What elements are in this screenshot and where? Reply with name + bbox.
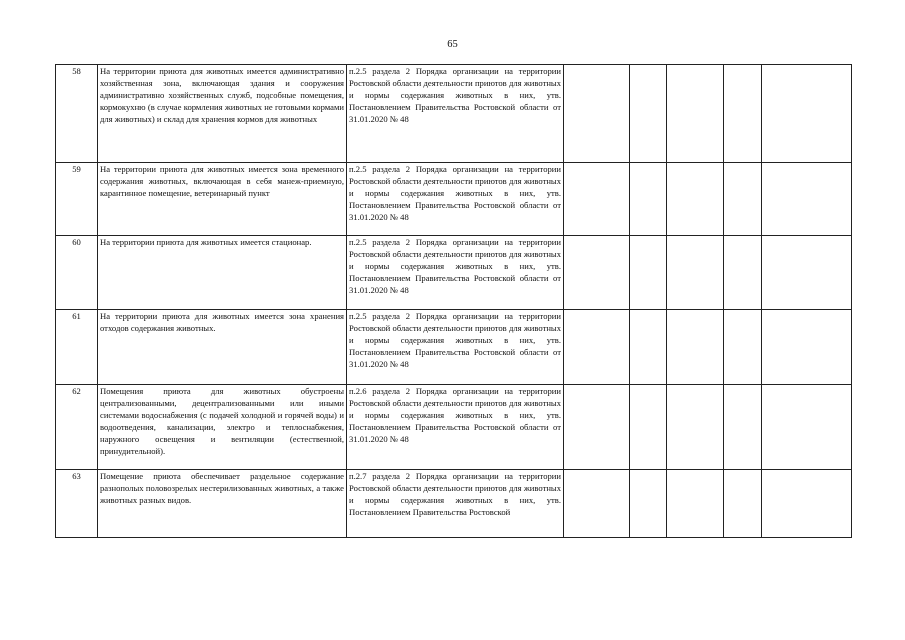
- empty-cell: [564, 163, 630, 236]
- empty-cell: [762, 65, 852, 163]
- empty-cell: [630, 385, 667, 470]
- requirement-text: На территории приюта для животных имеется зона временного содержания животных, включающая в себя манеж-приемную, карантинное помещение, ветеринарный пункт: [98, 163, 347, 236]
- requirement-text: На территории приюта для животных имеется административно хозяйственная зона, включающая здания и сооружения административно хозяйственных служб, подсобные помещения, кормокухню (в случае кормления животных не готовыми кормами для животных) и склад для хранения кормов для животных: [98, 65, 347, 163]
- empty-cell: [762, 236, 852, 310]
- table-row: [56, 385, 852, 470]
- row-number: 58: [56, 65, 98, 163]
- empty-cell: [724, 470, 762, 538]
- empty-cell: [667, 236, 724, 310]
- requirement-text: Помещения приюта для животных обустроены централизованными, децентрализованными или иными системами водоснабжения (с подачей холодной и горячей воды) и водоотведения, канализации, электро и теплоснабжения, наружного освещения и вентиляции (естественной, принудительной).: [98, 385, 347, 470]
- row-number: 61: [56, 310, 98, 385]
- empty-cell: [564, 385, 630, 470]
- row-number: 62: [56, 385, 98, 470]
- legal-reference: п.2.5 раздела 2 Порядка организации на территории Ростовской области деятельности приютов для животных и нормы содержания животных в них, утв. Постановлением Правительства Ростовской области от 31.01.2020 № 48: [347, 163, 564, 236]
- empty-cell: [724, 65, 762, 163]
- row-number: 59: [56, 163, 98, 236]
- empty-cell: [630, 65, 667, 163]
- empty-cell: [564, 236, 630, 310]
- page-number: 65: [447, 39, 458, 50]
- empty-cell: [724, 310, 762, 385]
- legal-reference: п.2.5 раздела 2 Порядка организации на территории Ростовской области деятельности приютов для животных и нормы содержания животных в них, утв. Постановлением Правительства Ростовской области от 31.01.2020 № 48: [347, 236, 564, 310]
- legal-reference: п.2.5 раздела 2 Порядка организации на территории Ростовской области деятельности приютов для животных и нормы содержания животных в них, утв. Постановлением Правительства Ростовской области от 31.01.2020 № 48: [347, 310, 564, 385]
- empty-cell: [762, 385, 852, 470]
- empty-cell: [564, 310, 630, 385]
- empty-cell: [630, 236, 667, 310]
- empty-cell: [762, 163, 852, 236]
- requirement-text: На территории приюта для животных имеется зона хранения отходов содержания животных.: [98, 310, 347, 385]
- requirement-text: На территории приюта для животных имеется стационар.: [98, 236, 347, 310]
- empty-cell: [762, 470, 852, 538]
- legal-reference: п.2.7 раздела 2 Порядка организации на территории Ростовской области деятельности приютов для животных и нормы содержания животных в них, утв. Постановлением Правительства Ростовской: [347, 470, 564, 538]
- empty-cell: [630, 163, 667, 236]
- empty-cell: [667, 163, 724, 236]
- table-row: [56, 163, 852, 236]
- empty-cell: [724, 385, 762, 470]
- empty-cell: [630, 310, 667, 385]
- table-row: [56, 310, 852, 385]
- table-row: [56, 470, 852, 538]
- empty-cell: [667, 470, 724, 538]
- requirement-text: Помещение приюта обеспечивает раздельное содержание разнополых половозрелых нестерилизованных животных, а также животных разных видов.: [98, 470, 347, 538]
- legal-reference: п.2.6 раздела 2 Порядка организации на территории Ростовской области деятельности приютов для животных и нормы содержания животных в них, утв. Постановлением Правительства Ростовской области от 31.01.2020 № 48: [347, 385, 564, 470]
- legal-reference: п.2.5 раздела 2 Порядка организации на территории Ростовской области деятельности приютов для животных и нормы содержания животных в них, утв. Постановлением Правительства Ростовской области от 31.01.2020 № 48: [347, 65, 564, 163]
- empty-cell: [724, 236, 762, 310]
- empty-cell: [724, 163, 762, 236]
- empty-cell: [564, 470, 630, 538]
- empty-cell: [667, 65, 724, 163]
- empty-cell: [630, 470, 667, 538]
- row-number: 63: [56, 470, 98, 538]
- empty-cell: [667, 385, 724, 470]
- empty-cell: [564, 65, 630, 163]
- table-row: [56, 236, 852, 310]
- empty-cell: [762, 310, 852, 385]
- requirements-table: [55, 64, 852, 538]
- table-row: [56, 65, 852, 163]
- row-number: 60: [56, 236, 98, 310]
- empty-cell: [667, 310, 724, 385]
